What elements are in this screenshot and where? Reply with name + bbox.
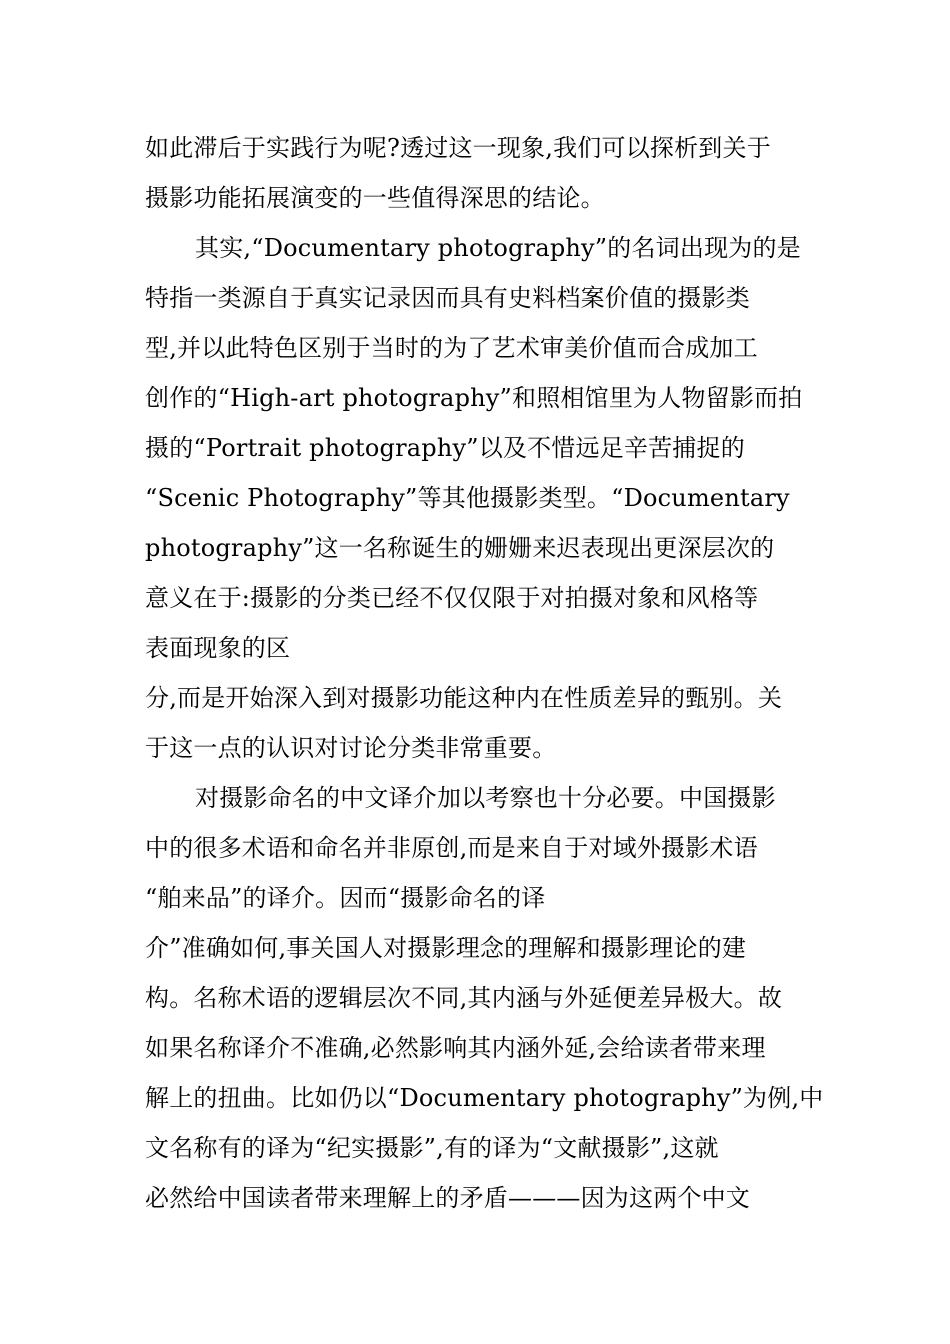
text-line: photography”这一名称诞生的姗姗来迟表现出更深层次的 (145, 534, 775, 562)
text-line: 型,并以此特色区别于当时的为了艺术审美价值而合成加工 (145, 334, 758, 362)
text-line: 于这一点的认识对讨论分类非常重要。 (145, 734, 557, 762)
text-line: 分,而是开始深入到对摄影功能这种内在性质差异的甄别。关 (145, 684, 783, 712)
text-line: 如此滞后于实践行为呢?透过这一现象,我们可以探析到关于 (145, 134, 771, 162)
text-line: 摄影功能拓展演变的一些值得深思的结论。 (145, 184, 605, 212)
text-line: 表面现象的区 (145, 634, 291, 662)
paragraph-first-line: 对摄影命名的中文译介加以考察也十分必要。中国摄影 (195, 784, 776, 812)
text-line: 介”准确如何,事关国人对摄影理念的理解和摄影理论的建 (145, 934, 747, 962)
text-line: “Scenic Photography”等其他摄影类型。“Documentary (145, 484, 790, 512)
text-line: 特指一类源自于真实记录因而具有史料档案价值的摄影类 (145, 284, 750, 312)
text-line: “舶来品”的译介。因而“摄影命名的译 (145, 884, 546, 912)
text-line: 解上的扭曲。比如仍以“Documentary photography”为例,中 (145, 1084, 824, 1112)
text-line: 中的很多术语和命名并非原创,而是来自于对域外摄影术语 (145, 834, 758, 862)
text-line: 如果名称译介不准确,必然影响其内涵外延,会给读者带来理 (145, 1034, 766, 1062)
text-line: 必然给中国读者带来理解上的矛盾———因为这两个中文 (145, 1184, 750, 1212)
paragraph-first-line: 其实,“Documentary photography”的名词出现为的是 (195, 234, 801, 262)
text-line: 摄的“Portrait photography”以及不惜远足辛苦捕捉的 (145, 434, 745, 462)
text-line: 构。名称术语的逻辑层次不同,其内涵与外延便差异极大。故 (145, 984, 783, 1012)
text-line: 创作的“High-art photography”和照相馆里为人物留影而拍 (145, 384, 803, 412)
text-line: 文名称有的译为“纪实摄影”,有的译为“文献摄影”,这就 (145, 1134, 719, 1162)
text-line: 意义在于:摄影的分类已经不仅仅限于对拍摄对象和风格等 (145, 584, 759, 612)
